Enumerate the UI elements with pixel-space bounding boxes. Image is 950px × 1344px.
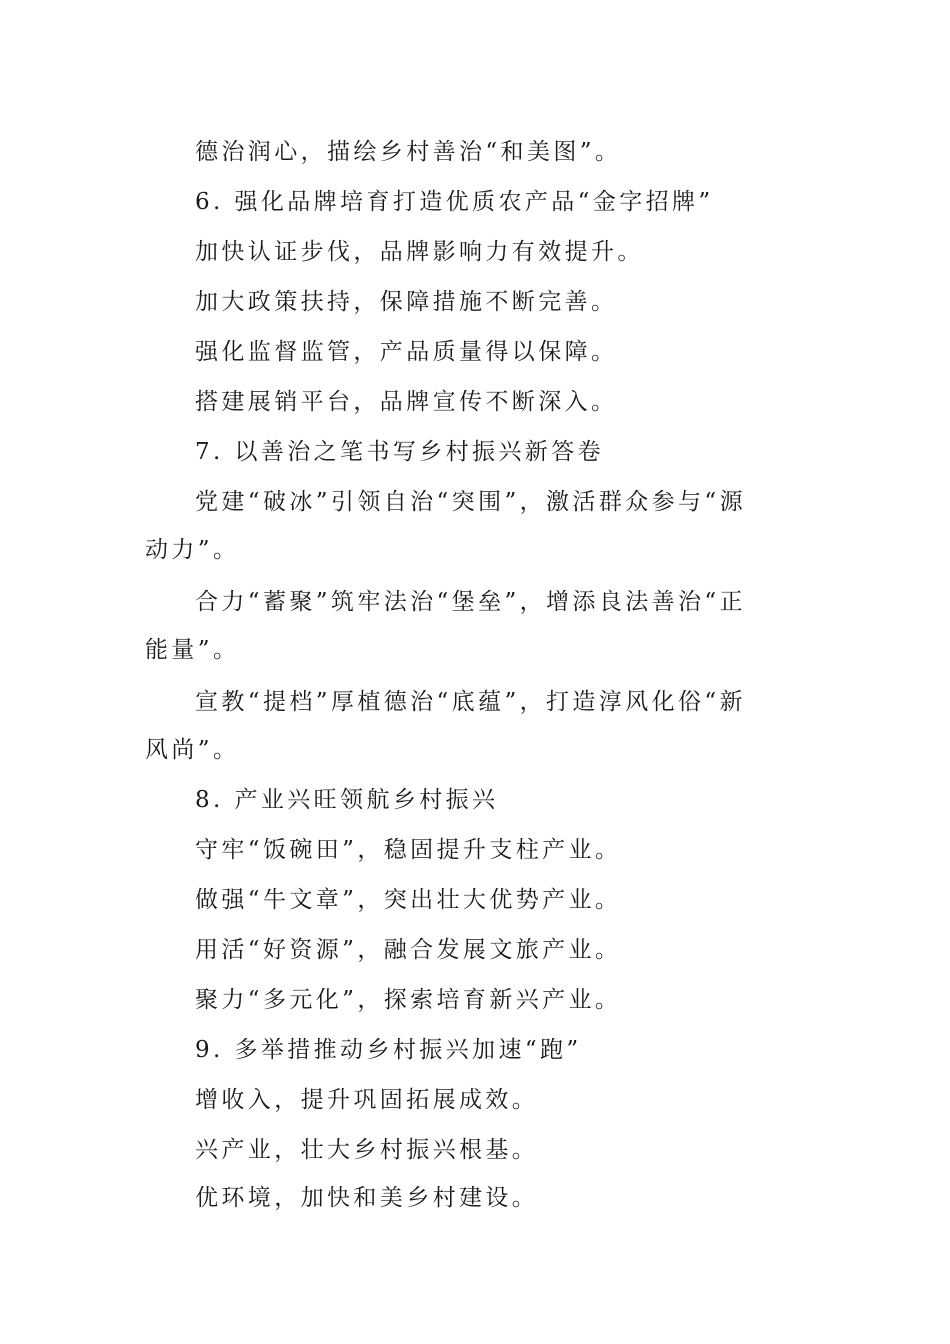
section-heading-7: 7. 以善治之笔书写乡村振兴新答卷 [195, 439, 605, 465]
paragraph-line: 合力“蓄聚”筑牢法治“堡垒”，增添良法善治“正 [195, 589, 746, 615]
paragraph-line: 强化监督监管，产品质量得以保障。 [195, 339, 618, 365]
section-heading-6: 6. 强化品牌培育打造优质农产品“金字招牌” [195, 189, 714, 215]
paragraph-line: 加快认证步伐，品牌影响力有效提升。 [195, 239, 644, 265]
paragraph-continuation: 动力”。 [145, 537, 240, 563]
paragraph-line: 加大政策扶持，保障措施不断完善。 [195, 289, 618, 315]
section-heading-8: 8. 产业兴旺领航乡村振兴 [195, 787, 499, 813]
paragraph-line: 用活“好资源”，融合发展文旅产业。 [195, 937, 622, 963]
paragraph-line: 党建“破冰”引领自治“突围”，激活群众参与“源 [195, 489, 746, 515]
paragraph-continuation: 能量”。 [145, 637, 240, 663]
paragraph-line: 做强“牛文章”，突出壮大优势产业。 [195, 887, 622, 913]
paragraph-line: 增收入，提升巩固拓展成效。 [195, 1087, 539, 1113]
paragraph-line: 德治润心，描绘乡村善治“和美图”。 [195, 139, 622, 165]
paragraph-line: 宣教“提档”厚植德治“底蕴”，打造淳风化俗“新 [195, 689, 746, 715]
paragraph-line: 兴产业，壮大乡村振兴根基。 [195, 1137, 539, 1163]
paragraph-line: 守牢“饭碗田”，稳固提升支柱产业。 [195, 837, 622, 863]
paragraph-line: 搭建展销平台，品牌宣传不断深入。 [195, 389, 618, 415]
paragraph-line: 聚力“多元化”，探索培育新兴产业。 [195, 987, 622, 1013]
paragraph-continuation: 风尚”。 [145, 737, 240, 763]
paragraph-line: 优环境，加快和美乡村建设。 [195, 1185, 539, 1211]
section-heading-9: 9. 多举措推动乡村振兴加速“跑” [195, 1037, 582, 1063]
